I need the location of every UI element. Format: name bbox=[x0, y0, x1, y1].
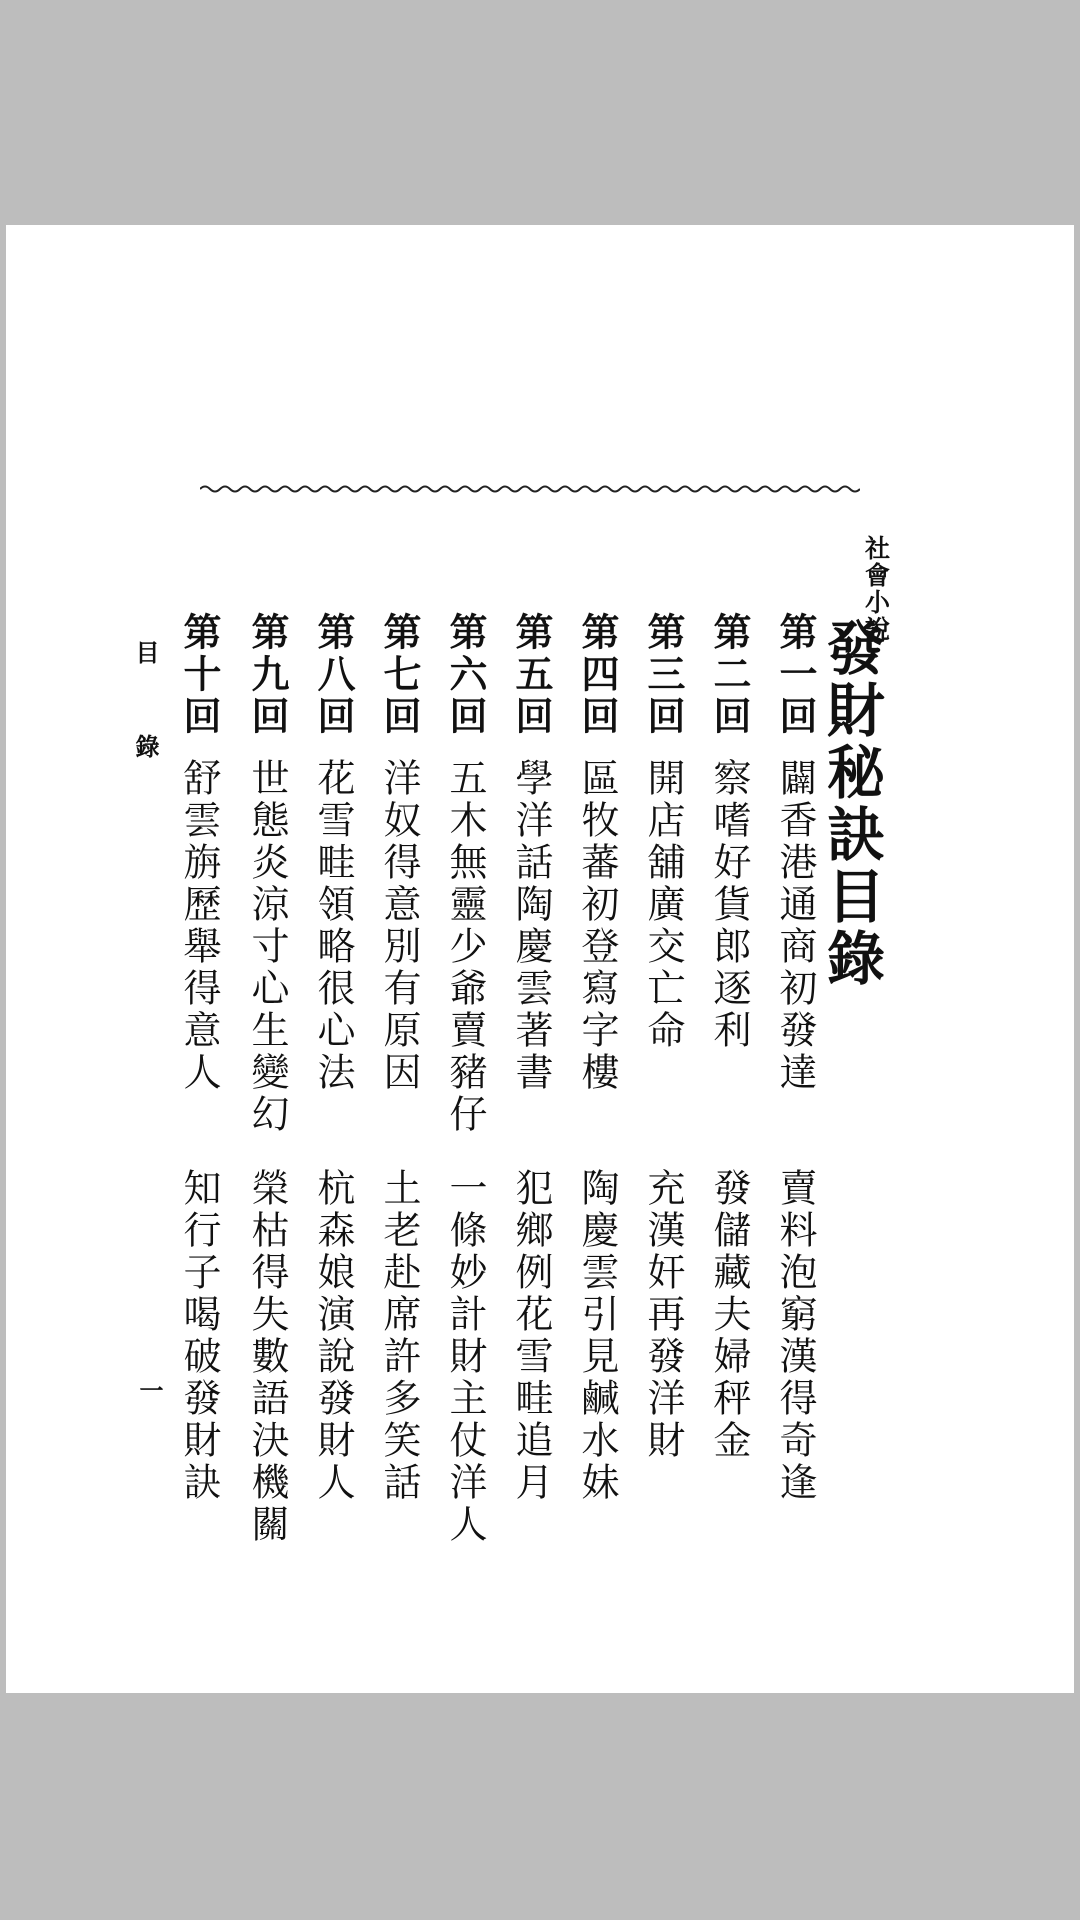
chapter-number: 第五回 bbox=[509, 612, 554, 738]
chapter-title-second: 杭森娘演說發財人 bbox=[311, 1168, 355, 1504]
margin-section-label: 目錄 bbox=[131, 640, 160, 828]
chapter-title-first: 學洋話陶慶雲著書 bbox=[509, 758, 553, 1094]
chapter-title-second: 陶慶雲引見鹹水妹 bbox=[575, 1168, 619, 1504]
chapter-title-second: 知行子喝破發財訣 bbox=[177, 1168, 221, 1504]
chapter-title-first: 花雪畦領略很心法 bbox=[311, 758, 355, 1094]
chapter-title-first: 五木無靈少爺賣豬仔 bbox=[443, 758, 487, 1136]
decorative-wavy-rule bbox=[200, 482, 860, 496]
chapter-number: 第四回 bbox=[575, 612, 620, 738]
chapter-title-second: 發儲藏夫婦秤金 bbox=[707, 1168, 751, 1462]
chapter-title-second: 充漢奸再發洋財 bbox=[641, 1168, 685, 1462]
chapter-number: 第六回 bbox=[443, 612, 488, 738]
page-number: 一 bbox=[135, 1378, 164, 1402]
chapter-number: 第十回 bbox=[177, 612, 222, 738]
page-title: 發財秘訣目錄 bbox=[817, 618, 885, 990]
chapter-title-second: 賣料泡窮漢得奇逢 bbox=[773, 1168, 817, 1504]
chapter-title-second: 土老赴席許多笑話 bbox=[377, 1168, 421, 1504]
chapter-number: 第九回 bbox=[245, 612, 290, 738]
chapter-number: 第二回 bbox=[707, 612, 752, 738]
chapter-title-second: 榮枯得失數語決機關 bbox=[245, 1168, 289, 1546]
chapter-number: 第一回 bbox=[773, 612, 818, 738]
chapter-title-first: 區牧蕃初登寫字樓 bbox=[575, 758, 619, 1094]
series-label: 社會小說 bbox=[861, 535, 891, 643]
chapter-title-second: 犯鄉例花雪畦追月 bbox=[509, 1168, 553, 1504]
chapter-number: 第七回 bbox=[377, 612, 422, 738]
chapter-title-first: 洋奴得意別有原因 bbox=[377, 758, 421, 1094]
chapter-title-first: 世態炎涼寸心生變幻 bbox=[245, 758, 289, 1136]
chapter-title-first: 察嗜好貨郎逐利 bbox=[707, 758, 751, 1052]
chapter-number: 第三回 bbox=[641, 612, 686, 738]
chapter-number: 第八回 bbox=[311, 612, 356, 738]
chapter-title-first: 闢香港通商初發達 bbox=[773, 758, 817, 1094]
chapter-title-second: 一條妙計財主仗洋人 bbox=[443, 1168, 487, 1546]
chapter-title-first: 舒雲旃歷舉得意人 bbox=[177, 758, 221, 1094]
chapter-title-first: 開店舖廣交亡命 bbox=[641, 758, 685, 1052]
